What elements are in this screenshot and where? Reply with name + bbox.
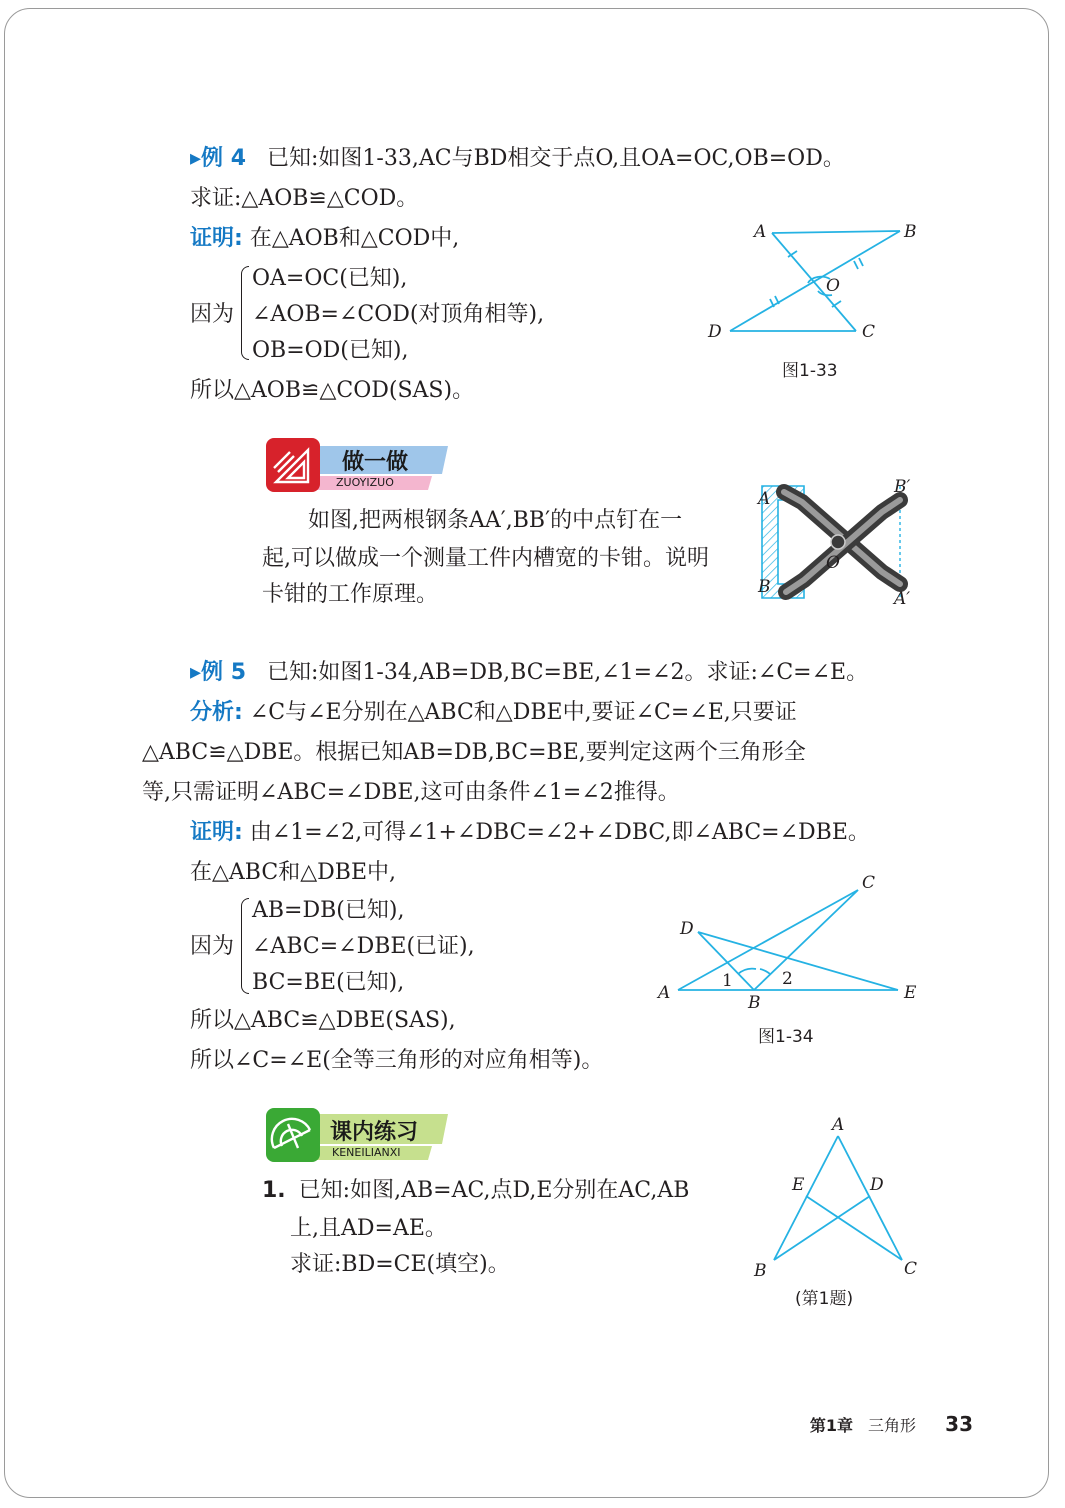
activity-badge [264,438,450,488]
label-a: A [832,1115,845,1135]
segment-ac [838,1136,902,1260]
practice-figure [748,1112,928,1282]
ex5-given-text: 已知:如图1-34,AB=DB,BC=BE,∠1=∠2。求证:∠C=∠E。 [267,660,869,685]
ex4-proof-line1-text: 在△AOB和△COD中, [249,226,460,251]
segment-bd [730,231,900,331]
ex5-analysis2: △ABC≌△DBE。根据已知AB=DB,BC=BE,要判定这两个三角形全 [142,740,806,765]
label-a: A [754,222,767,242]
ex4-proof-line1 [190,224,459,254]
label-e: E [904,983,917,1003]
label-d: D [708,322,722,342]
activity-title: 做一做 [342,450,409,475]
activity-line3: 卡钳的工作原理。 [262,582,439,607]
practice-q1-text1: 已知:如图,AB=AC,点D,E分别在AC,AB [298,1178,690,1203]
ex5-because: 因为 [190,934,235,959]
ex5-proof2: 在△ABC和△DBE中, [190,860,396,885]
calipers-label-a: A [758,489,771,509]
footer-chapter: 第1章 [809,1416,853,1435]
label-a: A [658,983,671,1003]
activity-line1: 如图,把两根钢条AA′,BB′的中点钉在一 [308,508,683,533]
ex4-given [190,144,845,174]
practice-q1-line1 [262,1176,689,1206]
figure-1-33 [700,215,930,345]
figure-1-33-caption: 图1-33 [782,361,838,381]
calipers-figure [752,472,932,612]
calipers-label-o: O [826,553,840,573]
ex4-brace [241,266,249,360]
ex5-conclusion1: 所以△ABC≌△DBE(SAS), [190,1008,456,1033]
label-b: B [904,222,917,242]
ex4-given-text: 已知:如图1-33,AC与BD相交于点O,且OA=OC,OB=OD。 [267,146,845,171]
tick-ob-2 [859,258,863,266]
tick-ob-1 [854,261,858,269]
ex5-analysis3: 等,只需证明∠ABC=∠DBE,这可由条件∠1=∠2推得。 [142,780,680,805]
label-b: B [748,993,761,1013]
label-e: E [792,1175,805,1195]
ex4-cond2: ∠AOB=∠COD(对顶角相等), [252,302,545,327]
practice-title: 课内练习 [330,1120,419,1145]
ex5-proof-label: 证明: [190,820,243,845]
ex4-because: 因为 [190,302,235,327]
angle-arc-1 [738,969,756,974]
ex4-conclusion: 所以△AOB≌△COD(SAS)。 [190,378,475,403]
ex5-label: ▸例 5 [190,660,247,685]
ex5-analysis-line1 [190,698,797,728]
ex4-cond1: OA=OC(已知), [252,266,408,291]
ex4-cond3: OB=OD(已知), [252,338,409,363]
ex5-conclusion2: 所以∠C=∠E(全等三角形的对应角相等)。 [190,1048,604,1073]
activity-subtitle: ZUOYIZUO [336,476,394,489]
ex5-analysis1: ∠C与∠E分别在△ABC和△DBE中,要证∠C=∠E,只要证 [249,700,797,725]
ex5-brace [241,898,249,994]
activity-line2: 起,可以做成一个测量工件内槽宽的卡钳。说明 [262,546,709,571]
ex5-cond2: ∠ABC=∠DBE(已证), [252,934,475,959]
ex5-given [190,658,868,688]
label-c: C [904,1259,918,1279]
label-c: C [862,873,876,893]
ex4-label: ▸例 4 [190,146,247,171]
ex4-proof-label: 证明: [190,226,243,251]
practice-q1-line2: 上,且AD=AE。 [290,1216,447,1241]
calipers-label-a-prime: A′ [894,589,911,609]
angle-arc-2 [760,969,770,974]
pivot-pin [831,535,845,549]
segment-ab [772,231,900,233]
figure-1-34 [652,868,932,1013]
page-number: 33 [945,1412,973,1436]
footer-chapter-title: 三角形 [868,1416,917,1435]
ex5-cond1: AB=DB(已知), [252,898,405,923]
ex5-analysis-label: 分析: [190,700,243,725]
ex5-cond3: BC=BE(已知), [252,970,405,995]
label-angle-1: 1 [722,971,733,991]
label-d: D [870,1175,884,1195]
label-angle-2: 2 [782,969,793,989]
ex4-prove: 求证:△AOB≌△COD。 [190,186,419,211]
label-b: B [754,1261,767,1281]
label-c: C [862,322,876,342]
practice-figure-caption: (第1题) [795,1289,854,1309]
segment-ab [774,1136,838,1260]
ex5-proof1: 由∠1=∠2,可得∠1+∠DBC=∠2+∠DBC,即∠ABC=∠DBE。 [249,820,870,845]
calipers-label-b-prime: B′ [894,477,911,497]
figure-1-34-caption: 图1-34 [758,1027,814,1047]
calipers-label-b: B [758,577,771,597]
page-footer [810,1412,973,1436]
label-d: D [680,919,694,939]
ex5-proof-line1 [190,818,870,848]
practice-q1-line3: 求证:BD=CE(填空)。 [290,1252,510,1277]
label-o: O [826,276,840,296]
practice-q-number: 1. [262,1178,286,1203]
practice-subtitle: KENEILIANXI [332,1146,401,1159]
practice-badge [264,1108,450,1158]
